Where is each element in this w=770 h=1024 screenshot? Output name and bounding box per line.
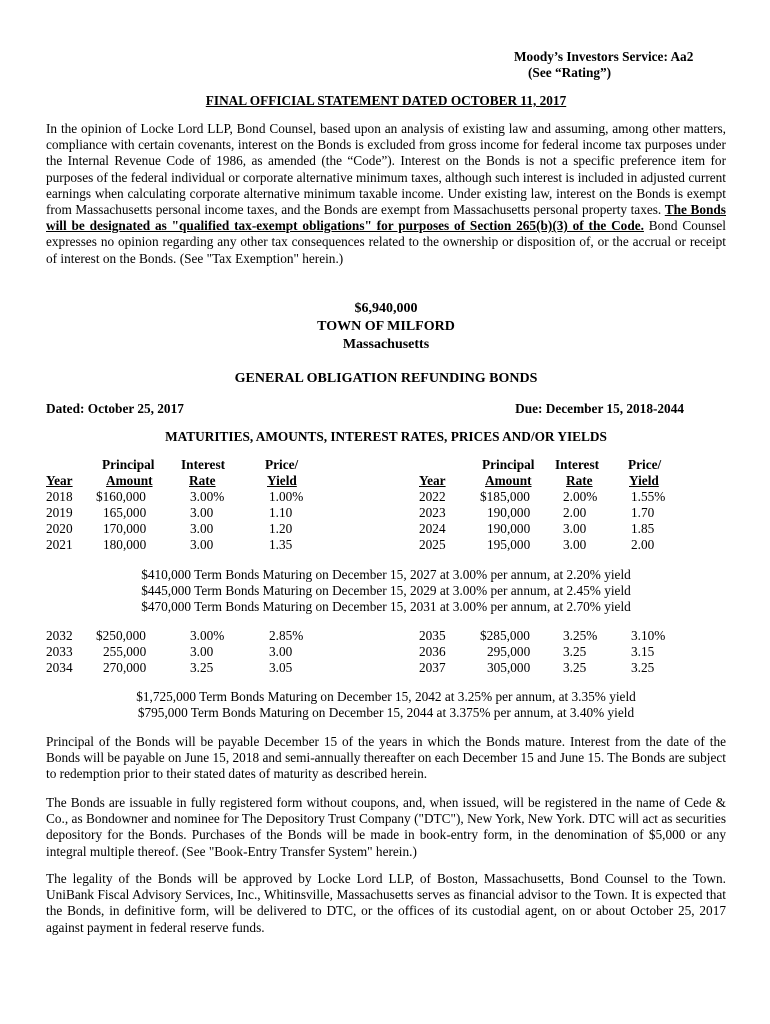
table-row (46, 521, 726, 537)
header-price: Price/ (628, 457, 662, 472)
table-header-row-1 (46, 457, 726, 473)
price-yield: 1.55% (631, 489, 666, 504)
price-yield: 3.25 (631, 660, 655, 675)
price-yield: 3.10% (631, 628, 666, 643)
maturity-amount: $285,000 (480, 628, 530, 643)
maturity-amount: 190,000 (487, 521, 531, 536)
price-yield: 1.00% (269, 489, 304, 504)
maturity-amount: 180,000 (103, 537, 147, 552)
interest-rate: 3.00 (190, 505, 214, 520)
price-yield: 3.00 (269, 644, 293, 659)
term-bond-line: $410,000 Term Bonds Maturing on December 15, 2027 at 3.00% per annum, at 2.20% yield (141, 567, 631, 582)
interest-rate: 2.00% (563, 489, 598, 504)
legality-paragraph: The legality of the Bonds will be approved by Locke Lord LLP, of Boston, Massachusetts, Bond Counsel to the Town. UniBank Fiscal Advisory Services, Inc., Whitinsville, Massachusetts serves as financial advisor to the Town. It is expected that the Bonds, in definitive form, will be delivered to DTC, or the offices of its custodial agent, on or about October 25, 2017 against payment in federal reserve funds. (46, 871, 726, 935)
table-header-row-2 (46, 473, 726, 489)
interest-rate: 3.00 (563, 537, 587, 552)
opinion-text-1: In the opinion of Locke Lord LLP, Bond Counsel, based upon an analysis of existing law and assuming, among other matters, compliance with certain covenants, interest on the Bonds is excluded from gross income for federal income tax purposes under the Internal Revenue Code of 1986, as amended (the “Code”). Interest on the Bonds is not a specific preference item for purposes of the federal individual or corporate alternative minimum taxes, although such interest is included in adjusted current earnings when calculating corporate alternative minimum taxable income. Under existing law, interest on the Bonds is exempt from Massachusetts personal income taxes, and the Bonds are exempt from Massachusetts personal property taxes. (46, 121, 726, 218)
header-amount: Amount (485, 473, 532, 488)
header-yield: Yield (629, 473, 659, 488)
price-yield: 1.35 (269, 537, 293, 552)
header-principal: Principal (102, 457, 155, 472)
interest-rate: 3.00% (190, 628, 225, 643)
table-row (46, 660, 726, 676)
moodys-rating (514, 49, 704, 81)
interest-rate: 3.00% (190, 489, 225, 504)
price-yield: 1.85 (631, 521, 655, 536)
header-principal: Principal (482, 457, 535, 472)
rating-line: Moody’s Investors Service: Aa2 (514, 49, 694, 64)
interest-rate: 3.25 (563, 644, 587, 659)
term-bond-line: $795,000 Term Bonds Maturing on December 15, 2044 at 3.375% per annum, at 3.40% yield (137, 705, 635, 720)
header-interest: Interest (181, 457, 226, 472)
maturity-year: 2033 (46, 644, 73, 659)
header-amount: Amount (106, 473, 153, 488)
maturity-amount: 255,000 (103, 644, 147, 659)
table-row (46, 489, 726, 505)
maturity-amount: 190,000 (487, 505, 531, 520)
issue-amount: $6,940,000 (354, 301, 418, 316)
maturity-year: 2036 (419, 644, 446, 659)
maturity-year: 2032 (46, 628, 73, 643)
header-interest: Interest (555, 457, 600, 472)
header-rate: Rate (189, 473, 216, 488)
term-bond-line: $1,725,000 Term Bonds Maturing on December 15, 2042 at 3.25% per annum, at 3.35% yield (136, 689, 636, 704)
header-rate: Rate (566, 473, 593, 488)
interest-rate: 3.00 (190, 537, 214, 552)
maturity-year: 2037 (419, 660, 446, 675)
header-year: Year (419, 473, 446, 488)
statement-title: FINAL OFFICIAL STATEMENT DATED OCTOBER 11, 2017 (205, 93, 567, 108)
term-bond-line: $470,000 Term Bonds Maturing on December 15, 2031 at 3.00% per annum, at 2.70% yield (141, 599, 631, 614)
dated-date: Dated: October 25, 2017 (46, 401, 184, 416)
maturity-amount: $250,000 (96, 628, 146, 643)
maturity-amount: 270,000 (103, 660, 147, 675)
price-yield: 3.15 (631, 644, 655, 659)
table-row (46, 628, 726, 644)
maturity-year: 2023 (419, 505, 446, 520)
interest-rate: 3.25% (563, 628, 598, 643)
maturity-year: 2034 (46, 660, 73, 675)
price-yield: 2.00 (631, 537, 655, 552)
interest-rate: 3.25 (190, 660, 214, 675)
maturity-amount: $160,000 (96, 489, 146, 504)
payment-paragraph: Principal of the Bonds will be payable December 15 of the years in which the Bonds mature. Interest from the date of the Bonds will be payable on June 15, 2018 and semi-annually thereafter on each December 15 and June 15. The Bonds are subject to redemption prior to their stated dates of maturity as described herein. (46, 734, 726, 782)
maturity-amount: 165,000 (103, 505, 147, 520)
issue-title-block (46, 300, 726, 354)
maturity-amount: 295,000 (487, 644, 531, 659)
table-row (46, 537, 726, 553)
maturity-year: 2020 (46, 521, 73, 536)
due-dates: Due: December 15, 2018-2044 (515, 401, 684, 416)
header-yield: Yield (267, 473, 297, 488)
term-bond-line: $445,000 Term Bonds Maturing on December 15, 2029 at 3.00% per annum, at 2.45% yield (141, 583, 631, 598)
maturity-amount: 305,000 (487, 660, 531, 675)
issuer-state: Massachusetts (342, 337, 430, 352)
opinion-text-2: Bond Counsel expresses no opinion regarding any other tax consequences related to the ownership or disposition of, or the accrual or receipt of interest on the Bonds. (See "Tax Exemption" herein.) (46, 218, 726, 266)
header-year: Year (46, 473, 73, 488)
rating-reference: (See “Rating”) (528, 65, 612, 81)
tax-opinion-paragraph (46, 121, 726, 267)
maturity-year: 2019 (46, 505, 73, 520)
maturity-amount: 170,000 (103, 521, 147, 536)
maturity-year: 2024 (419, 521, 446, 536)
maturity-amount: $185,000 (480, 489, 530, 504)
registration-paragraph: The Bonds are issuable in fully registered form without coupons, and, when issued, will be registered in the name of Cede & Co., as Bondowner and nominee for The Depository Trust Company ("DTC"), New York, New York. DTC will act as securities depository for the Bonds. Purchases of the Bonds will be made in book-entry form, in the denomination of $5,000 or any integral multiple thereof. (See "Book-Entry Transfer System" herein.) (46, 795, 726, 859)
maturity-year: 2018 (46, 489, 73, 504)
interest-rate: 2.00 (563, 505, 587, 520)
interest-rate: 3.00 (190, 521, 214, 536)
price-yield: 1.10 (269, 505, 293, 520)
interest-rate: 3.00 (563, 521, 587, 536)
interest-rate: 3.25 (563, 660, 587, 675)
table-row (46, 644, 726, 660)
maturity-year: 2035 (419, 628, 446, 643)
maturity-amount: 195,000 (487, 537, 531, 552)
price-yield: 2.85% (269, 628, 304, 643)
price-yield: 1.20 (269, 521, 293, 536)
price-yield: 1.70 (631, 505, 655, 520)
maturity-year: 2021 (46, 537, 73, 552)
maturity-year: 2022 (419, 489, 446, 504)
issuer-name: TOWN OF MILFORD (317, 319, 455, 334)
table-row (46, 505, 726, 521)
bond-type-title: GENERAL OBLIGATION REFUNDING BONDS (234, 371, 538, 386)
maturity-year: 2025 (419, 537, 446, 552)
interest-rate: 3.00 (190, 644, 214, 659)
header-price: Price/ (265, 457, 299, 472)
maturities-heading: MATURITIES, AMOUNTS, INTEREST RATES, PRICES AND/OR YIELDS (165, 429, 607, 444)
price-yield: 3.05 (269, 660, 293, 675)
qualified-obligations-emphasis: The Bonds will be designated as "qualified tax-exempt obligations" for purposes of Section 265(b)(3) of the Code. (46, 202, 726, 234)
